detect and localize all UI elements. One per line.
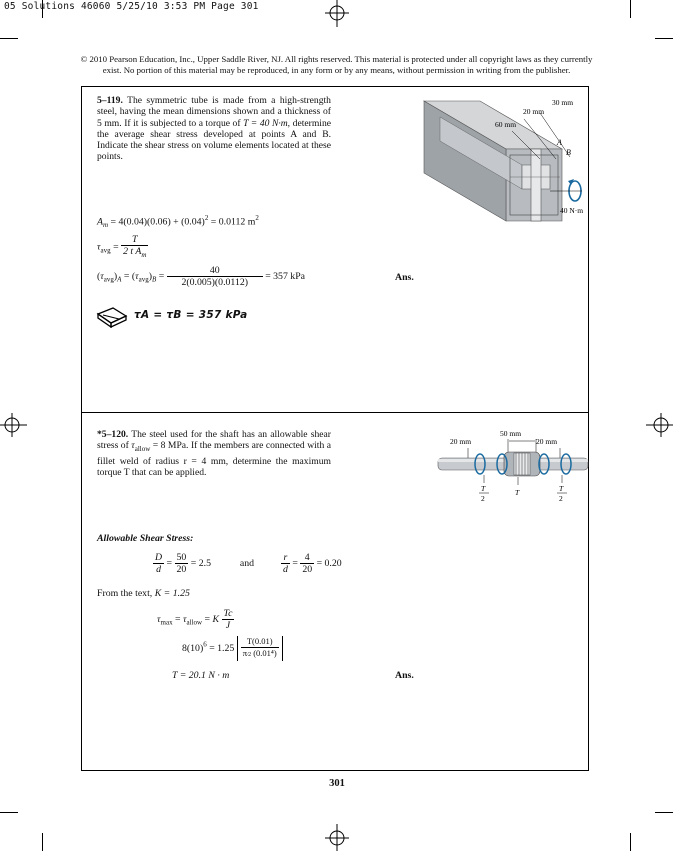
- answer-label-2: Ans.: [395, 670, 414, 681]
- crop-mark: [42, 833, 43, 851]
- crop-mark: [0, 812, 18, 813]
- equation-solve: $8(10)^6 = 1.25$ $\frac{T(0.01)}{\text{π⁄2 (0.01⁴)}}$: [182, 636, 283, 661]
- problem-number-2: *5–120.: [97, 429, 129, 440]
- copyright-line-2: exist. No portion of this material may be reproduced, in any form or by any means, without permission in writing from the publisher.: [102, 65, 571, 75]
- point-b-label: B: [566, 148, 571, 157]
- t-label: T: [515, 488, 520, 497]
- problem-statement-5-120: *5–120. The steel used for the shaft has an allowable shear stress of $\tau_{allow} = 8$ MPa. If the members are connected with a fillet weld of radius r = 4 mm, determine the maximum torque T that can be applied.: [97, 429, 331, 478]
- crop-mark: [655, 812, 673, 813]
- problem-text-b: determine the average shear stress developed at points A and B. Indicate the shear stress on volume elements located at these points.: [97, 117, 331, 163]
- crop-mark: [630, 833, 631, 851]
- equation-ratios: $\frac{D}{d}$ = $\frac{50}{20}$ = 2.5 and $\frac{r}{d}$ = $\frac{4}{20}$ = 0.20: [155, 552, 342, 575]
- torque-label: 40 N·m: [560, 206, 584, 215]
- registration-target-left: [0, 410, 28, 440]
- section-heading: Allowable Shear Stress:: [97, 533, 194, 544]
- problem-divider: [82, 412, 588, 413]
- crop-mark: [655, 38, 673, 39]
- dim-30mm: 30 mm: [552, 98, 574, 107]
- t-half-left-den: 2: [481, 494, 485, 503]
- dim-20mm-left: 20 mm: [450, 437, 472, 446]
- registration-target-right: [645, 410, 673, 440]
- problem-number: 5–119.: [97, 95, 123, 106]
- problem-text-a: The symmetric tube is made from a high-strength steel, having the mean dimensions shown and a thickness of 5 mm. If it is subjected to a torque of: [97, 95, 331, 129]
- equation-tau-max: $\tau_{max} = \tau_{allow} = K$ $\frac{Tc}{J}$: [157, 608, 233, 631]
- crop-mark: [630, 0, 631, 18]
- eq2-numerator: T: [121, 234, 148, 246]
- eq3-result: = 357 kPa: [265, 270, 306, 282]
- shaft-figure: [432, 425, 592, 505]
- t-half-right-den: 2: [559, 494, 563, 503]
- from-text-line: From the text, K = 1.25: [97, 588, 190, 599]
- equation-am: $A_m = 4(0.04)(0.06) + (0.04)^2 = 0.0112$ $m^2$: [97, 214, 259, 230]
- dim-20mm-right: 20 mm: [536, 437, 558, 446]
- eq3-denominator: 2(0.005)(0.0112): [181, 277, 249, 288]
- page-number: 301: [329, 778, 345, 789]
- equation-result: T = 20.1 N · m: [172, 670, 230, 681]
- dim-20mm: 20 mm: [523, 107, 545, 116]
- equation-tau-avg: $\tau_{avg}$ = $\frac{T}{2 t A_m}$: [97, 234, 147, 259]
- stress-element-icon: [95, 306, 129, 328]
- registration-target-top: [322, 0, 352, 28]
- t-half-right-num: T: [559, 484, 564, 493]
- registration-target-bottom: [322, 823, 352, 851]
- crop-mark: [0, 38, 18, 39]
- problem-statement-5-119: [97, 95, 331, 163]
- point-a-label: A: [557, 138, 562, 147]
- dim-50mm: 50 mm: [500, 429, 522, 438]
- equation-tau-ab: $(\tau_{avg})_A = (\tau_{avg})_B$ = $\frac{40}{2(0.005)(0.0112)}$ = 357 kPa: [97, 265, 306, 288]
- t-half-left-num: T: [481, 484, 486, 493]
- eq3-numerator: 40: [167, 265, 263, 277]
- handwritten-answer: τA = τB = 357 kPa: [134, 309, 248, 321]
- copyright-notice: [0, 54, 673, 76]
- print-slug: 05 Solutions 46060 5/25/10 3:53 PM Page 301: [4, 1, 259, 12]
- copyright-line-1: © 2010 Pearson Education, Inc., Upper Saddle River, NJ. All rights reserved. This material is protected under all copyright laws as they currently: [80, 54, 593, 64]
- answer-label-1: Ans.: [395, 272, 414, 283]
- problem-torque: T = 40 N·m,: [243, 117, 291, 129]
- tube-figure: [410, 93, 595, 238]
- dim-60mm: 60 mm: [495, 120, 517, 129]
